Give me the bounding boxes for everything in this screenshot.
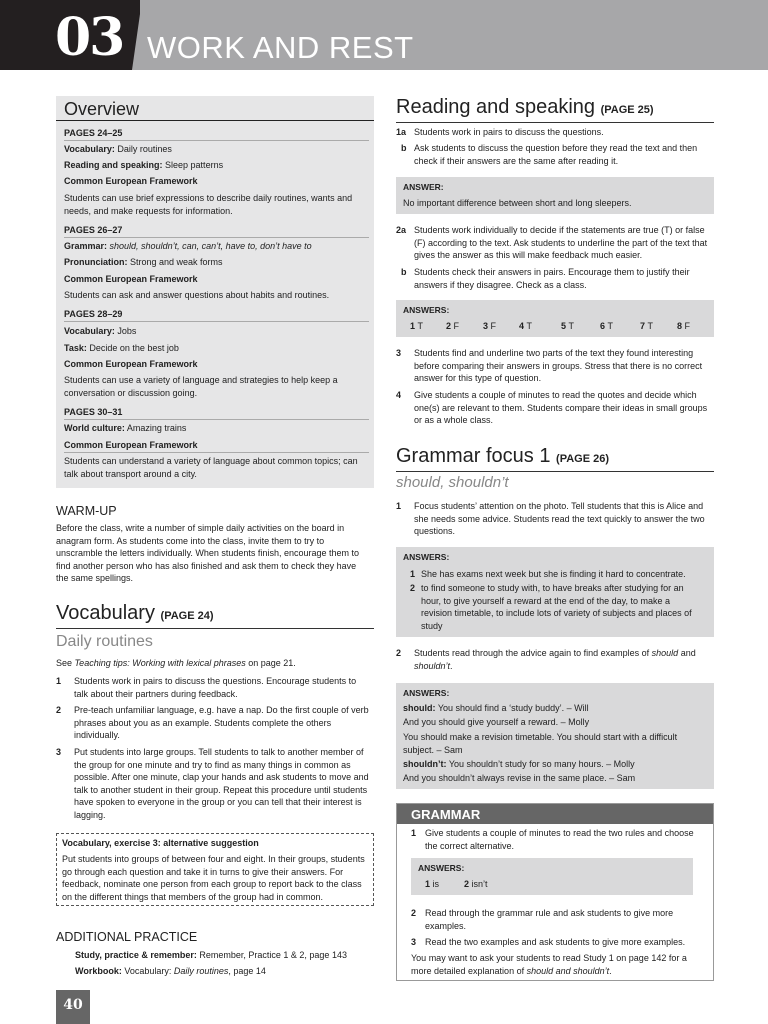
- reading-item: b Ask students to discuss the question before they read the text and then check if their answers are the same after reading it.: [401, 143, 698, 166]
- answer-line: And you should give yourself a reward. – Molly: [403, 717, 590, 727]
- tf-answer: 6 T: [600, 321, 614, 331]
- grammar-box-item: 2 Read through the grammar rule and ask students to give more examples.: [411, 908, 674, 931]
- vocabulary-subtitle: Daily routines: [56, 633, 153, 650]
- overview-desc: Students can ask and answer questions about habits and routines.: [64, 290, 330, 300]
- overview-pages: PAGES 30–31: [64, 407, 123, 417]
- additional-practice-line: Workbook: Vocabulary: Daily routines, page 14: [75, 966, 266, 976]
- answer-item: 2 to find someone to study with, to have breaks after studying for an hour, to give yourself a reward at the end of the day, to make a revision timetable, to include lots of variety of subjects and places of study: [410, 583, 692, 631]
- overview-line: Grammar: should, shouldn’t, can, can’t, have to, don’t have to: [64, 241, 312, 251]
- grammar-item: 1 Focus students’ attention on the photo. Tell students that this is Alice and she needs some advice. Students read the text quickly to answer the two questions.: [396, 501, 705, 536]
- overview-divider: [64, 237, 369, 238]
- reading-item: 1a Students work in pairs to discuss the questions.: [396, 127, 604, 137]
- grammar-box-note: You may want to ask your students to read Study 1 on page 142 for a more detailed explanation of should and shouldn’t.: [411, 953, 687, 976]
- answers-label: ANSWERS:: [403, 305, 450, 315]
- vocabulary-rule: [56, 628, 374, 629]
- warmup-text: Before the class, write a number of simple daily activities on the board in anagram form. As students come into the class, invite them to try to unscramble the letters individually. When students finish, encourage them to find another person who has also finished and ask them to check they have the same spellings.: [56, 523, 359, 583]
- overview-title: Overview: [64, 99, 140, 119]
- grammar-box-item: 3 Read the two examples and ask students to give more examples.: [411, 937, 686, 947]
- additional-practice-title: ADDITIONAL PRACTICE: [56, 930, 198, 944]
- overview-pages: PAGES 28–29: [64, 309, 123, 319]
- grammar-focus-title: Grammar focus 1 (PAGE 26): [396, 445, 610, 467]
- overview-pages: PAGES 26–27: [64, 225, 123, 235]
- overview-line: World culture: Amazing trains: [64, 423, 187, 433]
- answer-line: And you shouldn’t always revise in the same place. – Sam: [403, 773, 636, 783]
- overview-line: Reading and speaking: Sleep patterns: [64, 160, 224, 170]
- grammar-answer: 1 is: [425, 879, 440, 889]
- answers-box: [396, 300, 714, 337]
- reading-item: 4 Give students a couple of minutes to read the quotes and decide which one(s) are relevant to them. Students compare their ideas in small groups or as a whole class.: [396, 390, 708, 425]
- overview-line: Vocabulary: Jobs: [64, 326, 137, 336]
- vocabulary-see-line: See Teaching tips: Working with lexical phrases on page 21.: [56, 658, 296, 668]
- answer-box: [396, 177, 714, 214]
- grammar-box-header: [397, 804, 713, 824]
- vocabulary-item: 2 Pre-teach unfamiliar language, e.g. have a nap. Do the first couple of verb phrases about you as an example. Students complete the others individually.: [56, 705, 369, 740]
- tf-answer: 7 T: [640, 321, 654, 331]
- overview-title-rule: [56, 120, 374, 121]
- overview-divider: [64, 452, 369, 453]
- overview-box: [56, 96, 374, 488]
- alternative-suggestion-title: Vocabulary, exercise 3: alternative suggestion: [62, 838, 259, 848]
- overview-line: Vocabulary: Daily routines: [64, 144, 172, 154]
- overview-cef: Common European Framework: [64, 176, 198, 186]
- tf-answer: 5 T: [561, 321, 575, 331]
- grammar-item: 2 Students read through the advice again to find examples of should and shouldn’t.: [396, 648, 696, 671]
- answer-line: should: You should find a ‘study buddy’. – Will: [403, 703, 589, 713]
- vocabulary-title: Vocabulary (PAGE 24): [56, 602, 214, 624]
- answer-label: ANSWER:: [403, 182, 444, 192]
- tf-answer: 3 F: [483, 321, 497, 331]
- warmup-title: WARM-UP: [56, 504, 117, 518]
- reading-item: b Students check their answers in pairs. Encourage them to justify their answers if they disagree. Check as a class.: [401, 267, 690, 290]
- unit-number: 03: [55, 7, 124, 68]
- grammar-box-title: GRAMMAR: [411, 807, 481, 822]
- overview-line: Task: Decide on the best job: [64, 343, 179, 353]
- grammar-answer: 2 isn’t: [464, 879, 488, 889]
- reading-rule: [396, 122, 714, 123]
- grammar-box: [396, 803, 714, 981]
- overview-divider: [64, 140, 369, 141]
- unit-title: WORK AND REST: [147, 30, 414, 65]
- answer-line: shouldn’t: You shouldn’t study for so many hours. – Molly: [403, 759, 635, 769]
- reading-title: Reading and speaking (PAGE 25): [396, 96, 654, 118]
- overview-cef: Common European Framework: [64, 274, 198, 284]
- page-number-box: [56, 990, 90, 1024]
- reading-item: 3 Students find and underline two parts of the text they found interesting before comparing their answers in groups. Stress that there is no correct answer for this type of question.: [396, 348, 703, 383]
- answers-box: [396, 547, 714, 637]
- vocabulary-item: 1 Students work in pairs to discuss the questions. Encourage students to talk about their partners during feedback.: [56, 676, 357, 699]
- reading-item: 2a Students work individually to decide if the statements are true (T) or false (F) according to the text. Ask students to underline the part of the text that gives the answer as this will make feedback much easier.: [396, 225, 708, 260]
- tf-answer: 4 T: [519, 321, 533, 331]
- overview-desc: Students can use a variety of language and strategies to help keep a conversation or discussion going.: [64, 375, 338, 398]
- answers-label: ANSWERS:: [403, 688, 450, 698]
- tf-answer: 8 F: [677, 321, 691, 331]
- page-number: 40: [63, 997, 83, 1013]
- tf-answer: 2 F: [446, 321, 460, 331]
- answers-box: [411, 858, 693, 895]
- additional-practice-line: Study, practice & remember: Remember, Practice 1 & 2, page 143: [75, 950, 347, 960]
- answer-line: You should make a revision timetable. You should start with a difficult subject. – Sam: [403, 732, 678, 755]
- answers-label: ANSWERS:: [418, 863, 465, 873]
- alternative-suggestion-box: [56, 833, 374, 906]
- grammar-focus-rule: [396, 471, 714, 472]
- overview-desc: Students can understand a variety of language about common topics; can talk about transport around a city.: [64, 456, 358, 479]
- overview-divider: [64, 419, 369, 420]
- grammar-box-item: 1 Give students a couple of minutes to read the two rules and choose the correct alternative.: [411, 828, 694, 851]
- answer-item: 1 She has exams next week but she is finding it hard to concentrate.: [410, 569, 686, 579]
- overview-cef: Common European Framework: [64, 359, 198, 369]
- overview-line: Pronunciation: Strong and weak forms: [64, 257, 223, 267]
- overview-desc: Students can use brief expressions to describe daily routines, wants and needs, and make requests for information.: [64, 193, 353, 216]
- tf-answer: 1 T: [410, 321, 424, 331]
- grammar-focus-subtitle: should, shouldn’t: [396, 474, 509, 491]
- answer-text: No important difference between short and long sleepers.: [403, 198, 632, 208]
- unit-header: [0, 0, 768, 70]
- alternative-suggestion-text: Put students into groups of between four and eight. In their groups, students go through each question and take it in turns to give their answers. For feedback, nominate one person from each group to report back to the class on the different things that members of the group had in common.: [62, 854, 365, 902]
- overview-cef: Common European Framework: [64, 440, 198, 450]
- overview-pages: PAGES 24–25: [64, 128, 123, 138]
- answers-box: [396, 683, 714, 789]
- overview-divider: [64, 321, 369, 322]
- answers-label: ANSWERS:: [403, 552, 450, 562]
- vocabulary-item: 3 Put students into large groups. Tell students to talk to another member of the group for one minute and try to find as many things in common as possible. After one minute, clap your hands and ask students to move and talk to another student in their group. Repeat this procedure until students have spoken to everyone in the group or you can tell that their interest is lagging.: [56, 747, 369, 820]
